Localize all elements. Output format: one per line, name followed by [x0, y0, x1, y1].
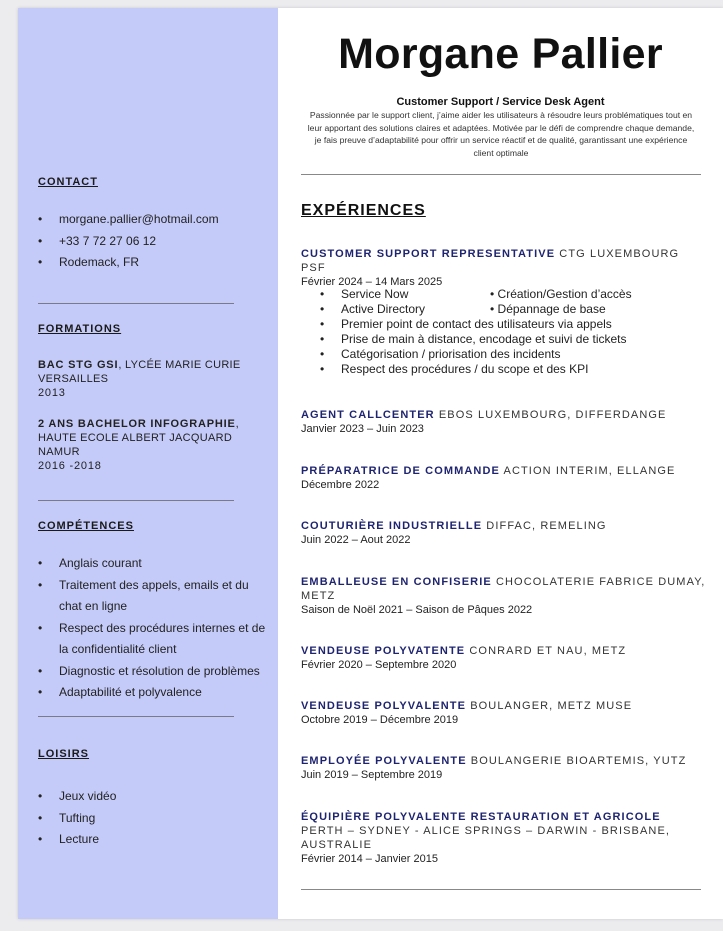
job-dates: Juin 2022 – Aout 2022: [301, 534, 411, 546]
job-role: ÉQUIPIÈRE POLYVALENTE RESTAURATION ET AGRICOLE: [301, 811, 661, 823]
task-item: Prise de main à distance, encodage et suivi de tickets: [341, 332, 627, 346]
job-company: ACTION INTERIM, ELLANGE: [499, 465, 676, 477]
task-item: Premier point de contact des utilisateurs via appels: [341, 317, 612, 331]
divider: [301, 889, 701, 890]
main-column: [278, 8, 723, 919]
experience-item: [301, 699, 706, 728]
formation-school: , LYCÉE MARIE CURIE VERSAILLES: [38, 359, 241, 385]
job-dates: Saison de Noël 2021 – Saison de Pâques 2022: [301, 604, 533, 616]
formation-title: 2 ANS BACHELOR INFOGRAPHIE: [38, 418, 236, 430]
task-item: Respect des procédures / du scope et des KPI: [341, 362, 589, 376]
loisir-item: • Jeux vidéo: [38, 786, 274, 808]
loisirs-list: [38, 786, 274, 851]
divider: [38, 303, 234, 304]
divider: [38, 500, 234, 501]
formations-heading: FORMATIONS: [38, 323, 122, 335]
job-company: CHOCOLATERIE FABRICE DUMAY, METZ: [301, 576, 706, 602]
job-company: EBOS LUXEMBOURG, DIFFERDANGE: [434, 409, 667, 421]
job-role: COUTURIÈRE INDUSTRIELLE: [301, 520, 483, 532]
job-role: EMBALLEUSE EN CONFISERIE: [301, 576, 492, 588]
competence-item: • Anglais courant: [38, 553, 274, 575]
job-role: CUSTOMER SUPPORT REPRESENTATIVE: [301, 248, 556, 260]
experience-item: [301, 644, 706, 673]
job-title: Customer Support / Service Desk Agent: [396, 96, 605, 108]
job-role: VENDEUSE POLYVATENTE: [301, 645, 466, 657]
task-item: Service Now: [341, 287, 409, 301]
task-list: [320, 287, 700, 377]
experience-item: [301, 408, 706, 437]
contact-email: • morgane.pallier@hotmail.com: [38, 209, 274, 231]
job-dates: Juin 2019 – Septembre 2019: [301, 769, 443, 781]
job-company: BOULANGER, METZ MUSE: [466, 700, 633, 712]
divider: [38, 716, 234, 717]
job-role: AGENT CALLCENTER: [301, 409, 435, 421]
loisirs-heading: LOISIRS: [38, 748, 90, 760]
job-dates: Décembre 2022: [301, 479, 380, 491]
divider: [301, 174, 701, 175]
experience-item: [301, 575, 706, 618]
loisir-item: • Lecture: [38, 829, 274, 851]
loisir-item: • Tufting: [38, 808, 274, 830]
resume-page: [18, 8, 723, 919]
contact-heading: CONTACT: [38, 176, 98, 188]
formation-item: [38, 417, 274, 473]
experience-item: [301, 810, 706, 867]
task-row: • Catégorisation / priorisation des incidents: [320, 347, 561, 361]
contact-phone: • +33 7 72 27 06 12: [38, 231, 274, 253]
job-dates: Janvier 2023 – Juin 2023: [301, 423, 424, 435]
task-item: • Dépannage de base: [490, 302, 606, 316]
job-dates: Février 2020 – Septembre 2020: [301, 659, 457, 671]
task-row: • Premier point de contact des utilisateurs via appels: [320, 317, 612, 331]
job-company: CONRARD ET NAU, METZ: [465, 645, 627, 657]
candidate-name: Morgane Pallier: [338, 30, 663, 78]
job-company: DIFFAC, REMELING: [482, 520, 607, 532]
job-role: VENDEUSE POLYVALENTE: [301, 700, 467, 712]
formation-years: 2013: [38, 387, 66, 399]
task-row: • Active Directory • Dépannage de base: [320, 302, 606, 316]
formation-years: 2016 -2018: [38, 460, 102, 472]
experience-item: [301, 247, 706, 290]
task-item: Active Directory: [341, 302, 426, 316]
task-item: Catégorisation / priorisation des incidents: [341, 347, 561, 361]
job-role: PRÉPARATRICE DE COMMANDE: [301, 465, 500, 477]
experience-item: [301, 519, 706, 548]
job-company: PERTH – SYDNEY - ALICE SPRINGS – DARWIN - BRISBANE, AUSTRALIE: [301, 825, 671, 851]
task-row: • Respect des procédures / du scope et des KPI: [320, 362, 589, 376]
job-company: BOULANGERIE BIOARTEMIS, YUTZ: [466, 755, 687, 767]
job-role: EMPLOYÉE POLYVALENTE: [301, 755, 467, 767]
profile-summary: Passionnée par le support client, j’aime aider les utilisateurs à résoudre leurs problématiques tout en leur apportant des solutions claires et adaptées. Motivée par le défi de comprendre chaque demande, je fais preuve d’adaptabilité pour offrir un service réactif et de qualité, garantissant une expérience client optimale: [307, 110, 695, 158]
job-dates: Février 2014 – Janvier 2015: [301, 853, 438, 865]
job-dates: Février 2024 – 14 Mars 2025: [301, 276, 443, 288]
formation-title: BAC STG GSI: [38, 359, 119, 371]
competences-heading: COMPÉTENCES: [38, 520, 134, 532]
task-row: • Service Now • Création/Gestion d’accès: [320, 287, 632, 301]
contact-location: • Rodemack, FR: [38, 252, 274, 274]
task-row: • Prise de main à distance, encodage et suivi de tickets: [320, 332, 627, 346]
competences-list: [38, 553, 274, 704]
task-item: • Création/Gestion d’accès: [490, 287, 632, 301]
experience-item: [301, 754, 706, 783]
experiences-heading: EXPÉRIENCES: [301, 202, 426, 219]
competence-item: • Respect des procédures internes et de la confidentialité client: [38, 618, 274, 661]
competence-item: • Traitement des appels, emails et du chat en ligne: [38, 575, 274, 618]
competence-item: • Diagnostic et résolution de problèmes: [38, 661, 274, 683]
contact-list: [38, 209, 274, 274]
formation-school: , HAUTE ECOLE ALBERT JACQUARD NAMUR: [38, 418, 239, 458]
sidebar: [18, 8, 278, 919]
formation-item: [38, 358, 274, 400]
experience-item: [301, 464, 706, 493]
job-company: CTG LUXEMBOURG PSF: [301, 248, 680, 274]
competence-item: • Adaptabilité et polyvalence: [38, 682, 274, 704]
job-dates: Octobre 2019 – Décembre 2019: [301, 714, 459, 726]
